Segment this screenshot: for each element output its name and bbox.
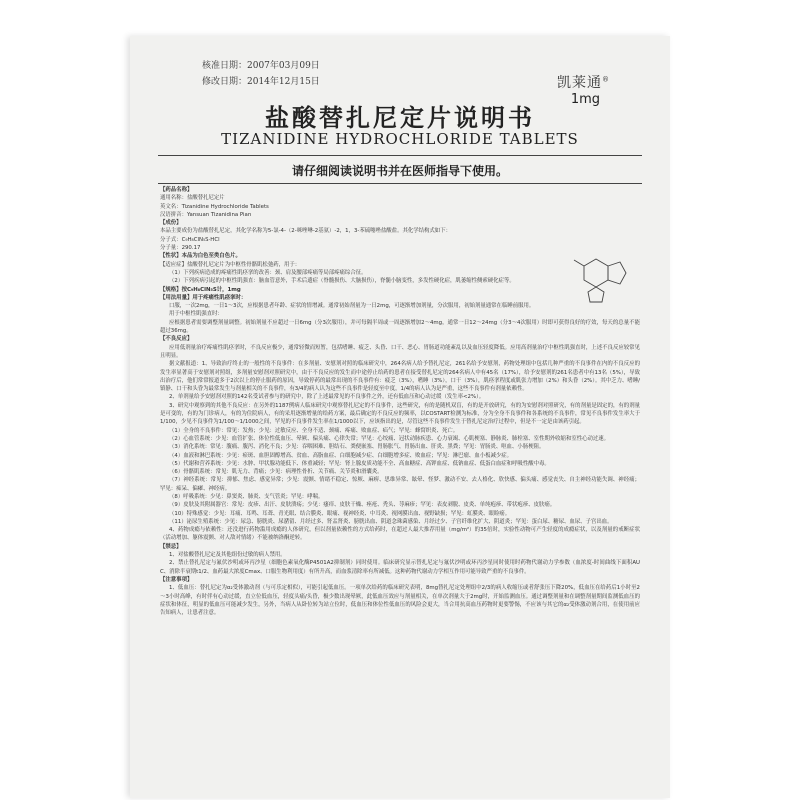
paragraph: 3、研究中观察到的其他不良反应：在另外的1187例病人临床研究中观察替扎尼定的不良事件，这些研究，有的是随机双盲，有的是开放研究，有的为安慰剂对照研究，有的剂量是固定的，有的剂量是可变的，有的为门诊病人，有的为住院病人，有的采用逐渐增量的给药方案，最后确定的不良反应的频率，以COSTART检测为标准，分为全身不良事件和各系统的不良事件，常见不良事件发生率大于1/100，少见不良事件为1/100～1/1000之间，罕见的不良事件发生率在1/1000以下，应该指出的是，尽管这些不良事件发生于替扎尼定治疗过程中，但是不一定是由该药引起。 xyxy=(160,402,640,426)
paragraph: （11）泌尿生殖系统：少见：尿急、膀胱炎、尿潴留、月经过多、肾盂肾炎、膀胱出血、阴道念珠菌感染、月经过少、子宫纤维化扩大、阴道炎；罕见：蛋白尿、糖尿、血尿、子宫出血。 xyxy=(169,518,613,525)
approval-date: 核准日期：2007年03月09日 xyxy=(202,61,320,71)
section-heading: 【禁忌】 xyxy=(160,543,182,550)
section-heading: 【注意事项】 xyxy=(160,576,193,583)
dates-block xyxy=(202,58,320,90)
paragraph: 口服，一次2mg，一日1～3次，应根据患者年龄、症状的情增减。通常初始剂量为一日2mg，可逐渐增加剂量，分次服用，初始剂量通常在临睡前服用。 xyxy=(169,303,535,310)
paragraph: （10）特殊感觉：少见：耳痛、耳鸣、耳聋、青光眼、结合膜炎、眼痛、视神经炎、中耳炎、视网膜出血、视野缺损；罕见：虹膜炎、眼睑癌。 xyxy=(169,510,511,517)
paragraph: 2、禁止替扎尼定与氟伏沙明或环丙沙星（细胞色素氧化酶P4501A2抑制剂）同时使用。临床研究显示替扎尼定与氟伏沙明或环丙沙星同时使用时药物代谢动力学参数（血浓度-时间曲线下面积AUC、消除半衰期t1/2、血药最大浓度Cmax、口服生物利用度）有所升高，而血浆清除率有所减低。这种药物代谢动力学相互作用可能导致严重的不良事件。 xyxy=(160,560,640,575)
warning-divider xyxy=(158,183,642,184)
section-heading: 【药品名称】 xyxy=(160,187,193,193)
paragraph: 通用名称：盐酸替扎尼定片 xyxy=(160,195,225,202)
title-chinese: 盐酸替扎尼定片说明书 xyxy=(265,104,535,132)
paragraph: 分子式：C₉H₈ClN₅S·HCl xyxy=(160,236,220,243)
paragraph: 本品主要成份为盐酸替扎尼定，其化学名称为5-氯-4-（2-咪唑啉-2基氨）-2，1，3-苯硫噻唑盐酸盐。其化学结构式如下： xyxy=(160,228,451,235)
paragraph: 2、单剂量给予安慰剂对照的142名受试者参与的研究中，除了上述最常见的不良事件之外，还有低血压和心动过缓（发生率<2%）。 xyxy=(169,394,485,401)
brand-logo xyxy=(557,72,610,92)
brand-name: 凯莱通 xyxy=(557,75,602,91)
paragraph: （7）神经系统：常见：抑郁、焦虑、感觉异常；少见：震颤、情绪不稳定、惊厥、麻痹、思维异常、眩晕、怪梦、激动不安、去人格化、欣快感、偏头痛、感觉丧失、自主神经功能失调、神经痛；罕见：痴呆、偏瘫、神经病。 xyxy=(160,477,640,492)
paragraph: 【适应症】盐酸替扎尼定片为中枢性骨骼肌松弛药，用于： xyxy=(160,261,301,268)
paragraph: 英文名：Tizanidine Hydrochloride Tablets xyxy=(160,203,269,210)
paragraph: （1）下列疾病造成的疼痛性肌痉挛的改善：颈、肩及腰部疼痛等局部疼痛综合征。 xyxy=(169,269,367,276)
section-heading: 【用法用量】用于疼痛性肌痉挛时： xyxy=(160,294,247,301)
paragraph: （2）心血管系统：少见：血管扩张、体位性低血压、晕厥、偏头痛、心律失常；罕见：心绞痛、冠状动脉疾患、心力衰竭、心肌梗塞、静脉炎、肺栓塞、室性期外收缩和室性心动过速。 xyxy=(169,435,610,442)
paragraph: （5）代谢和营养系统：少见：水肿、甲状腺功能低下、体重减轻；罕见：肾上腺皮质功能不全、高血糖症、高钾血症、低钠血症、低蛋白血症和呼吸性酸中毒。 xyxy=(169,460,550,467)
section-heading: 【不良反应】 xyxy=(160,336,193,343)
paragraph: 应根据患者需要调整剂量调整。初始剂量不应超过一日6mg（分3次服用），并可每隔半周或一周逐渐增加2～4mg，通常一日12～24mg（分3～4次服用）时即可获得良好的疗效，每天的总量不能超过36mg。 xyxy=(160,319,640,335)
registered-mark: ® xyxy=(602,75,610,84)
paragraph: 应用低剂量治疗疼痛性肌痉挛时，不良反应极少，通常轻微而短暂，包括嗜睡、疲乏、头昏、口干、恶心、胃肠道功能紊乱以及血压轻度降低。应用高剂量治疗中枢性肌强直时，上述不良反应较常见且明显。 xyxy=(160,344,640,359)
dose-label: 1mg xyxy=(570,92,600,107)
paragraph: 用于中枢性肌强直时： xyxy=(169,311,223,318)
title-english: TIZANIDINE HYDROCHLORIDE TABLETS xyxy=(221,130,579,148)
paragraph: 1、对盐酸替扎尼定及其他组份过敏的病人禁用。 xyxy=(169,552,286,559)
paragraph: 据文献报道：1、导致治疗终止的一般性的不良事件：在多剂量、安慰剂对照的临床研究中，264名病人给予替扎尼定，261名给予安慰剂，药物处理组中包括几种严重的不良事件在内的不良反应的发生率显著高于安慰剂对照组，多剂量安慰剂对照研究中，由于不良反应的发生而中途停止给药的患者在接受替扎尼定的264名病人中有45名（17%），给予安慰剂的261名患者中有13名（5%），导致出治疗后，他们常常报道多于2次以上的停止服药的原因，导致停药的最常出现的不良事件有：疲乏（3%），嗜睡（3%），口干（3%），肌痉挛程度或肌张力增加（2%）和头昏（2%）。其中乏力、嗜睡/镇静、口干和头昏为最常发生与剂量相关的不良事件，有3/4的病人认为这些不良事件是轻度至中度，1/4的病人认为是严重，这些不良事件有剂量依赖性。 xyxy=(160,361,640,393)
paragraph: （8）呼吸系统：少见：鼻窦炎、肺炎、支气管炎；罕见：哮喘。 xyxy=(169,493,324,500)
revision-date: 修改日期：2014年12月15日 xyxy=(202,77,320,87)
paragraph: （1）全身的不良事件：常见：发热；少见：过敏反应、全身不适、颈痛、疼痛、败血症、疝气；罕见：蜂窝织炎、死亡。 xyxy=(169,427,459,434)
section-heading: 【规格】按C₉H₈ClN₅S计，1mg xyxy=(160,286,241,293)
paragraph: （4）血液和淋巴系统：少见：瘀斑、血胆固醇增高、贫血、高脂血症、白细胞减少症、白细胞增多症、败血症；罕见：淋巴瘤、血小板减少症。 xyxy=(169,452,513,459)
paragraph: 分子量：290.17 xyxy=(160,245,201,252)
section-heading: 【性状】本品为白色至类白色片。 xyxy=(160,253,241,260)
leaflet-sheet xyxy=(130,36,670,798)
paragraph: （3）消化系统：常见：腹痛、腹泻、消化不良；少见：吞咽困难、胆结石、粪便嵌塞、胃肠胀气、胃肠出血、肝炎、黑粪；罕见：胃肠炎、呕血、小肠梗阻。 xyxy=(169,444,545,451)
section-heading: 【成份】 xyxy=(160,220,182,227)
paragraph: （9）皮肤及其附属器官：常见：皮疹、出汗、皮肤溃疡；少见：瘙痒、皮肤干燥、痤疮、秃头、荨麻疹；罕见：表皮剥脱、皮炎、单纯疱疹、带状疱疹、皮肤癌。 xyxy=(169,502,556,509)
title-divider xyxy=(158,155,642,156)
paragraph: （6）骨骼肌系统：常见：肌无力、背痛；少见：病理性骨折、关节痛、关节炎和滑囊炎。 xyxy=(169,469,383,476)
paragraph: 4、药物成瘾与依赖性：还没进行药物滥用成瘾的人体研究，但以剂量依赖性的方式给药时，在超过人最大推荐用量（mg/m²）的35倍时，实验性动物可产生轻度的成瘾症状，以及剂量的戒断症状（活动增加、躯体震颤、对人敌对情绪）不能被纳洛酮逆转。 xyxy=(160,527,640,542)
paragraph: 汉语拼音：Yansuan Tizanidina Pian xyxy=(160,211,252,218)
paragraph: （2）下列疾病引起的中枢性肌强直：脑血管意外，手术后遗症（脊髓损伤、大脑损伤），脊髓小脑变性，多发性硬化症，肌萎缩性侧索硬化症等。 xyxy=(169,278,515,285)
paragraph: 1、低血压：替扎尼定为α₂受体激动剂（与可乐定相似），可能引起低血压。一项单次给药的临床研究表明，8mg替扎尼定处理组中2/3的病人收缩压或者舒张压下降20%，低血压在给药后1小时至2～3小时高峰，有时伴有心动过缓，直立位低血压，轻度头痛/头昏，极少数出现晕厥，此低血压效应与剂量相关，在单次剂量大于2mg时，开始监测血压。通过调整剂量和在调整剂量期间监测低血压的症状和体征，明显的低血压可能减少发生，另外，当病人从卧位转为站立位时，低血压和体位性低血压的风险会更大，当合用抗高血压药物时更要警惕，不应该与其它的α₂受体激动剂合用，在使用前应告知病人，让患者注意。 xyxy=(160,585,640,617)
usage-warning: 请仔细阅读说明书并在医师指导下使用。 xyxy=(291,164,508,178)
leaflet-body xyxy=(160,186,640,617)
